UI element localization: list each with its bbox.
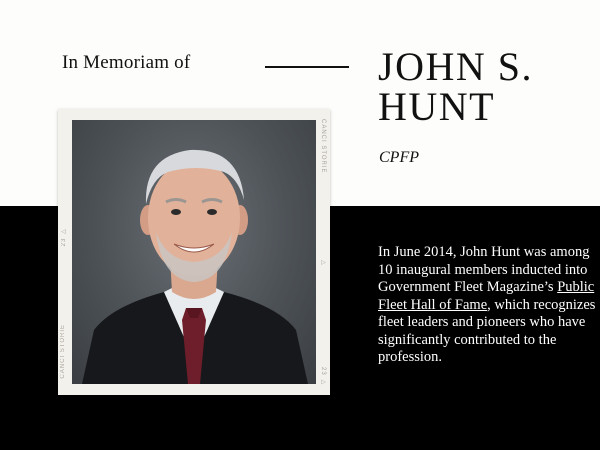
bio-text-start: In June 2014, John Hunt was among 10 inaugural members inducted into Government Fleet Magazine’s xyxy=(378,244,590,295)
portrait-photo xyxy=(72,120,316,384)
credential-label: CPFP xyxy=(379,149,419,166)
frame-edge-text-top-right: CANCI STORIE xyxy=(320,119,326,174)
frame-edge-text-left-upper: 23 ▷ xyxy=(61,227,67,247)
person-name xyxy=(378,44,533,129)
memoriam-label: In Memoriam of xyxy=(62,52,191,73)
frame-edge-text-bottom-right: 23 ▷ xyxy=(320,367,326,387)
photo-frame xyxy=(58,109,330,395)
hall-of-fame-link[interactable]: Public Fleet Hall of Fame xyxy=(378,279,595,313)
name-line-1: JOHN S. xyxy=(378,44,533,89)
bio-paragraph xyxy=(378,244,600,367)
frame-edge-text-right-mid: ▷ xyxy=(320,259,326,267)
frame-edge-text-left-lower: CANCI STORIE xyxy=(60,324,66,379)
name-line-2: HUNT xyxy=(378,84,496,129)
portrait-illustration xyxy=(72,120,316,384)
bio-text-end: , which recognizes fleet leaders and pioneers who have significantly contributed to the profession. xyxy=(378,296,596,365)
decorative-rule xyxy=(265,66,349,68)
